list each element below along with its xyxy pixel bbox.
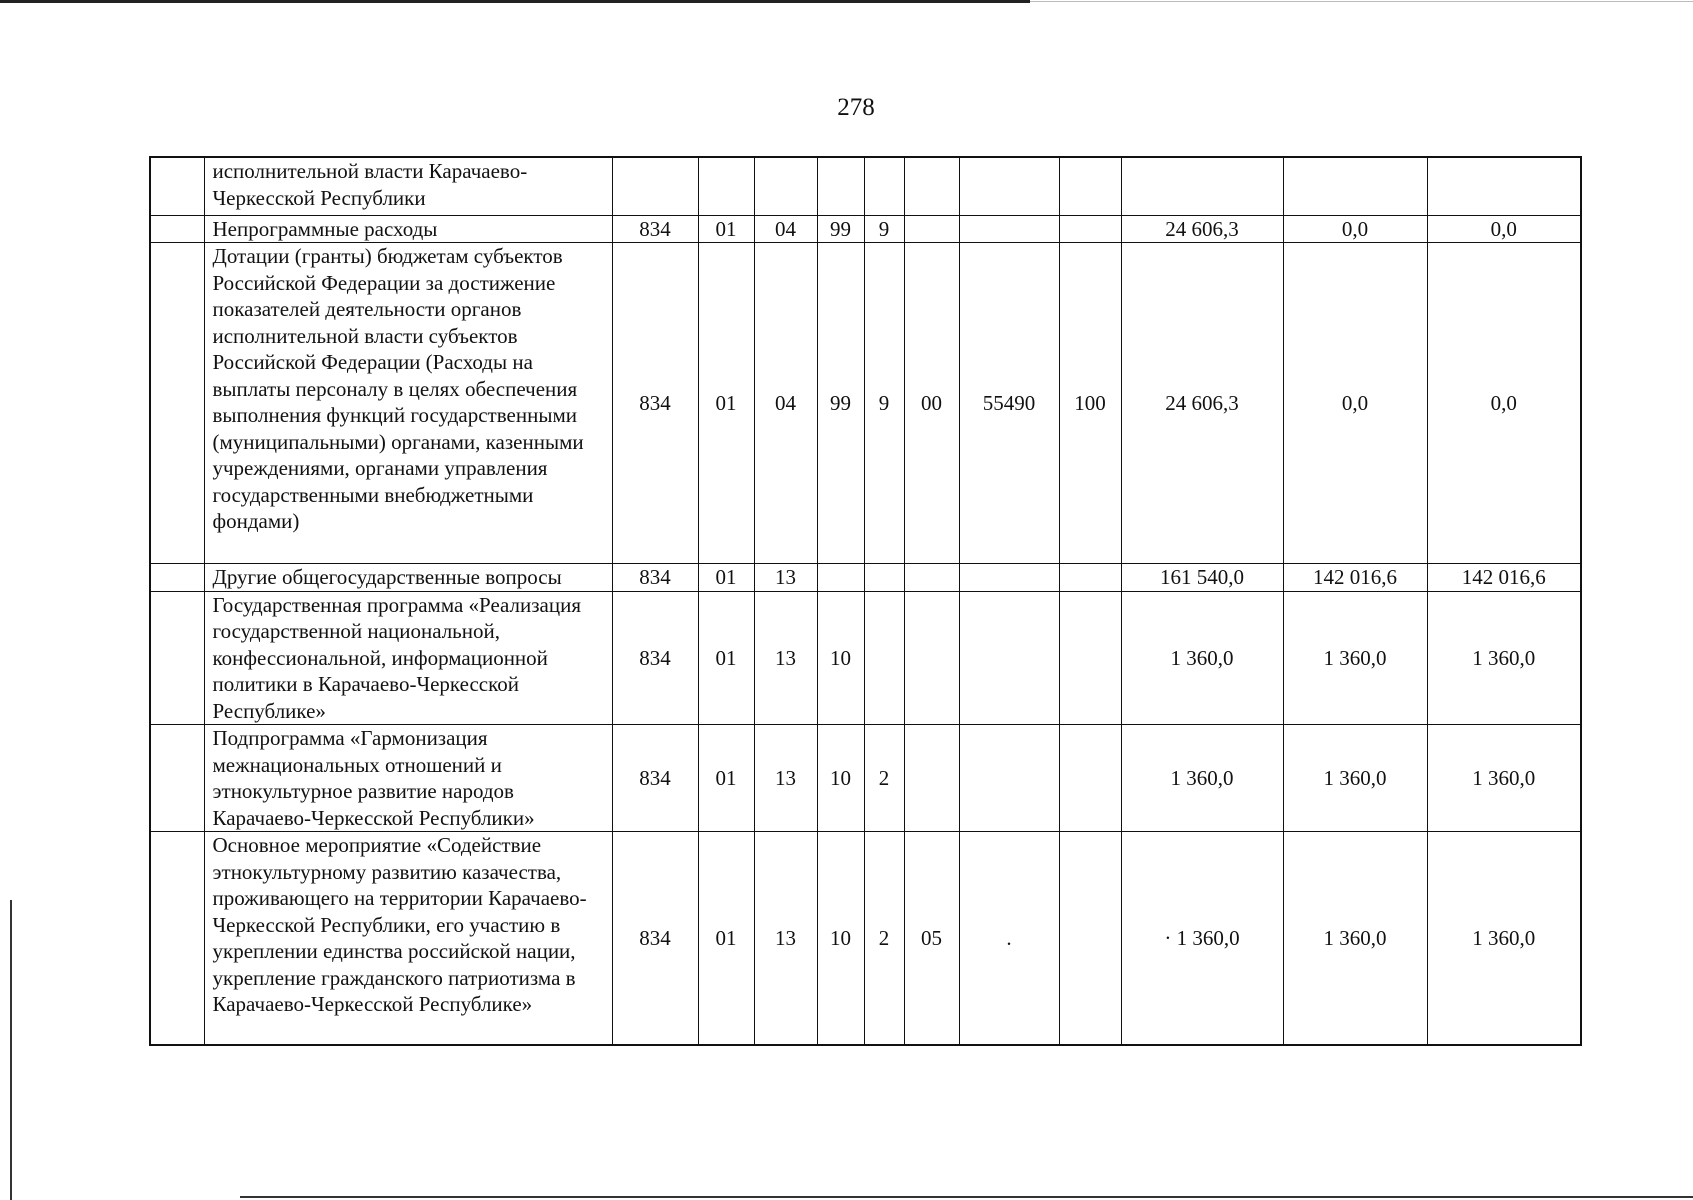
cs-event: 05 (904, 832, 959, 1045)
sum-year-3: 1 360,0 (1427, 591, 1581, 725)
cs-event (904, 725, 959, 832)
table-row (150, 725, 1581, 832)
vr-code (1059, 215, 1121, 243)
sum-year-2: 1 360,0 (1283, 725, 1427, 832)
pr-code: 13 (754, 564, 817, 592)
rz-code: 01 (698, 215, 754, 243)
cs-direction (959, 564, 1059, 592)
row-name: Государственная программа «Реализация государственной национальной, конфессиональной, информационной политики в Карачаево-Черкесской Республике» (204, 591, 612, 725)
sum-year-3: 1 360,0 (1427, 832, 1581, 1045)
cs-subprogram: 2 (864, 832, 904, 1045)
rz-code: 01 (698, 591, 754, 725)
cs-program (817, 564, 864, 592)
row-number-cell (150, 725, 204, 832)
rz-code (698, 157, 754, 215)
cs-event (904, 157, 959, 215)
sum-year-1: 1 360,0 (1121, 591, 1283, 725)
row-number-cell (150, 591, 204, 725)
cs-direction: . (959, 832, 1059, 1045)
pr-code: 13 (754, 591, 817, 725)
row-number-cell (150, 215, 204, 243)
scan-edge-top (0, 0, 1030, 3)
sum-year-1: 24 606,3 (1121, 215, 1283, 243)
cs-subprogram: 9 (864, 243, 904, 564)
cs-subprogram (864, 591, 904, 725)
cs-event (904, 591, 959, 725)
rz-code: 01 (698, 832, 754, 1045)
ved-code: 834 (612, 725, 698, 832)
sum-year-1: 161 540,0 (1121, 564, 1283, 592)
ved-code: 834 (612, 591, 698, 725)
rz-code: 01 (698, 243, 754, 564)
cs-event: 00 (904, 243, 959, 564)
vr-code: 100 (1059, 243, 1121, 564)
row-name: исполнительной власти Карачаево-Черкесской Республики (204, 157, 612, 215)
sum-year-2 (1283, 157, 1427, 215)
sum-year-3 (1427, 157, 1581, 215)
sum-year-1: 24 606,3 (1121, 243, 1283, 564)
cs-subprogram (864, 564, 904, 592)
cs-direction: 55490 (959, 243, 1059, 564)
cs-subprogram: 9 (864, 215, 904, 243)
sum-year-2: 1 360,0 (1283, 591, 1427, 725)
cs-subprogram (864, 157, 904, 215)
table-row (150, 832, 1581, 1045)
sum-year-2: 1 360,0 (1283, 832, 1427, 1045)
vr-code (1059, 725, 1121, 832)
row-name: Другие общегосударственные вопросы (204, 564, 612, 592)
cs-program: 99 (817, 215, 864, 243)
table-row (150, 564, 1581, 592)
vr-code (1059, 564, 1121, 592)
pr-code: 04 (754, 243, 817, 564)
rz-code: 01 (698, 725, 754, 832)
row-number-cell (150, 243, 204, 564)
cs-direction (959, 591, 1059, 725)
cs-direction (959, 725, 1059, 832)
cs-subprogram: 2 (864, 725, 904, 832)
row-number-cell (150, 832, 204, 1045)
ved-code: 834 (612, 215, 698, 243)
sum-year-3: 142 016,6 (1427, 564, 1581, 592)
cs-event (904, 564, 959, 592)
row-name: Дотации (гранты) бюджетам субъектов Российской Федерации за достижение показателей деятельности органов исполнительной власти субъектов Российской Федерации (Расходы на выплаты персоналу в целях обеспечения выполнения функций государственными (муниципальными) органами, казенными учреждениями, органами управления государственными внебюджетными фондами) (204, 243, 612, 564)
sum-year-3: 0,0 (1427, 243, 1581, 564)
sum-year-2: 0,0 (1283, 243, 1427, 564)
pr-code: 13 (754, 832, 817, 1045)
sum-year-2: 142 016,6 (1283, 564, 1427, 592)
sum-year-1: · 1 360,0 (1121, 832, 1283, 1045)
cs-program: 10 (817, 832, 864, 1045)
sum-year-1: 1 360,0 (1121, 725, 1283, 832)
rz-code: 01 (698, 564, 754, 592)
sum-year-3: 0,0 (1427, 215, 1581, 243)
row-name: Основное мероприятие «Содействие этнокультурному развитию казачества, проживающего на территории Карачаево-Черкесской Республики, его участию в укреплении единства российской нации, укрепление гражданского патриотизма в Карачаево-Черкесской Республике» (204, 832, 612, 1045)
sum-year-1 (1121, 157, 1283, 215)
vr-code (1059, 591, 1121, 725)
table-row (150, 243, 1581, 564)
table-row (150, 157, 1581, 215)
cs-direction (959, 157, 1059, 215)
ved-code: 834 (612, 243, 698, 564)
pr-code: 13 (754, 725, 817, 832)
pr-code: 04 (754, 215, 817, 243)
cs-program: 10 (817, 591, 864, 725)
cs-program: 99 (817, 243, 864, 564)
row-name: Подпрограмма «Гармонизация межнациональных отношений и этнокультурное развитие народов Карачаево-Черкесской Республики» (204, 725, 612, 832)
row-number-cell (150, 564, 204, 592)
pr-code (754, 157, 817, 215)
cs-event (904, 215, 959, 243)
page-number: 278 (837, 94, 875, 121)
scan-edge-left (10, 900, 12, 1200)
table-row (150, 215, 1581, 243)
row-name: Непрограммные расходы (204, 215, 612, 243)
row-number-cell (150, 157, 204, 215)
vr-code (1059, 832, 1121, 1045)
cs-program (817, 157, 864, 215)
budget-table (149, 156, 1582, 1046)
ved-code: 834 (612, 832, 698, 1045)
sum-year-3: 1 360,0 (1427, 725, 1581, 832)
ved-code (612, 157, 698, 215)
ved-code: 834 (612, 564, 698, 592)
scan-edge-bottom (240, 1196, 1693, 1198)
cs-direction (959, 215, 1059, 243)
cs-program: 10 (817, 725, 864, 832)
scan-edge-top-faint (1030, 1, 1693, 2)
sum-year-2: 0,0 (1283, 215, 1427, 243)
vr-code (1059, 157, 1121, 215)
table-row (150, 591, 1581, 725)
